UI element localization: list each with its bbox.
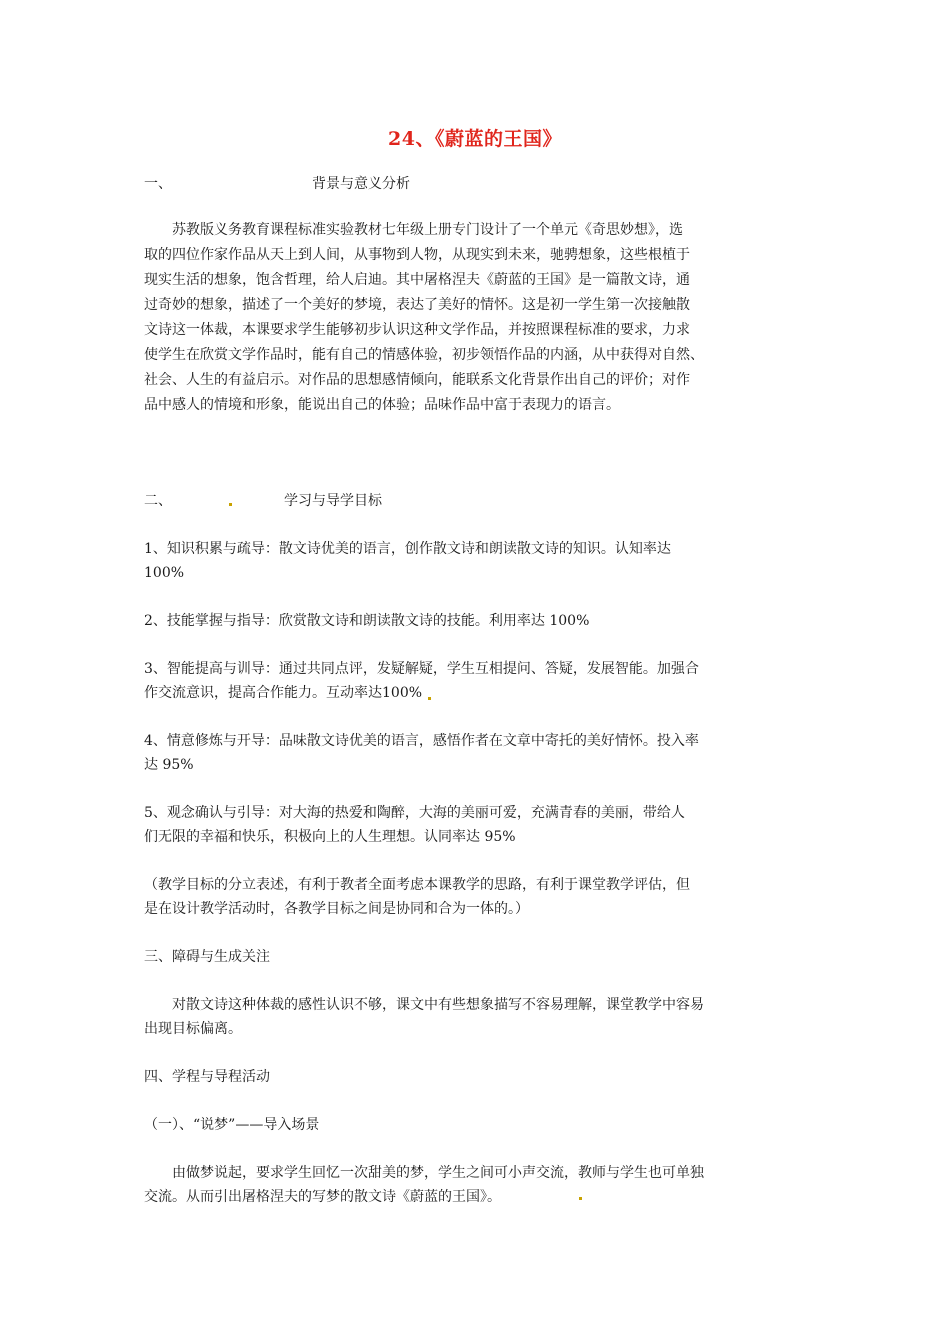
section3-line-1: 出现目标偏离。 (144, 1021, 242, 1037)
section4-line-0: 由做梦说起，要求学生回忆一次甜美的梦，学生之间可小声交流，教师与学生也可单独 (172, 1165, 704, 1181)
section1-line-4: 文诗这一体裁，本课要求学生能够初步认识这种文学作品，并按照课程标准的要求，力求 (144, 322, 690, 338)
section1-heading-row (144, 172, 814, 196)
section2-heading-row (144, 489, 814, 513)
stray-dot-mark (229, 503, 232, 506)
goal-4-line-1: 达 95% (144, 757, 194, 773)
section1-line-6: 社会、人生的有益启示。对作品的思想感情倾向，能联系文化背景作出自己的评价；对作 (144, 372, 690, 388)
stray-dot-mark (579, 1197, 582, 1200)
section2-heading: 学习与导学目标 (284, 493, 382, 509)
section1-line-3: 过奇妙的想象，描述了一个美好的梦境，表达了美好的情怀。这是初一学生第一次接触散 (144, 297, 690, 313)
section4-heading: 四、学程与导程活动 (144, 1069, 270, 1085)
stray-dot-mark (428, 697, 431, 700)
goal-1-line-1: 100% (144, 565, 185, 581)
goals-note-line-1: 是在设计教学活动时，各教学目标之间是协同和合为一体的。） (144, 901, 529, 917)
goals-note-line-0: （教学目标的分立表述，有利于教者全面考虑本课教学的思路，有利于课堂教学评估，但 (144, 877, 690, 893)
goal-2-line-0: 2、技能掌握与指导：欣赏散文诗和朗读散文诗的技能。利用率达 100% (144, 613, 590, 629)
section4-subheading: （一）、“说梦”——导入场景 (144, 1117, 320, 1133)
section1-line-7: 品中感人的情境和形象，能说出自己的体验；品味作品中富于表现力的语言。 (144, 397, 620, 413)
section2-number: 二、 (144, 493, 172, 509)
goal-3-line-0: 3、智能提高与训导：通过共同点评，发疑解疑，学生互相提问、答疑，发展智能。加强合 (144, 661, 699, 677)
section1-line-2: 现实生活的想象，饱含哲理，给人启迪。其中屠格涅夫《蔚蓝的王国》是一篇散文诗，通 (144, 272, 690, 288)
section1-heading: 背景与意义分析 (312, 176, 410, 192)
section3-heading: 三、障碍与生成关注 (144, 949, 270, 965)
section1-line-0: 苏教版义务教育课程标准实验教材七年级上册专门设计了一个单元《奇思妙想》，选 (172, 222, 683, 238)
section1-number: 一、 (144, 176, 172, 192)
goal-3-line-1: 作交流意识，提高合作能力。互动率达100% (144, 685, 423, 701)
goal-5-line-0: 5、观念确认与引导：对大海的热爱和陶醉，大海的美丽可爱，充满青春的美丽，带给人 (144, 805, 685, 821)
section1-line-5: 使学生在欣赏文学作品时，能有自己的情感体验，初步领悟作品的内涵，从中获得对自然、 (144, 347, 704, 363)
section3-line-0: 对散文诗这种体裁的感性认识不够，课文中有些想象描写不容易理解，课堂教学中容易 (172, 997, 704, 1013)
section1-line-1: 取的四位作家作品从天上到人间，从事物到人物，从现实到未来，驰骋想象，这些根植于 (144, 247, 690, 263)
section4-line-1: 交流。从而引出屠格涅夫的写梦的散文诗《蔚蓝的王国》。 (144, 1189, 501, 1205)
goal-4-line-0: 4、情意修炼与开导：品味散文诗优美的语言，感悟作者在文章中寄托的美好情怀。投入率 (144, 733, 699, 749)
goal-5-line-1: 们无限的幸福和快乐，积极向上的人生理想。认同率达 95% (144, 829, 516, 845)
goal-1-line-0: 1、知识积累与疏导：散文诗优美的语言，创作散文诗和朗读散文诗的知识。认知率达 (144, 541, 671, 557)
document-title: 24、《蔚蓝的王国》 (388, 128, 562, 150)
